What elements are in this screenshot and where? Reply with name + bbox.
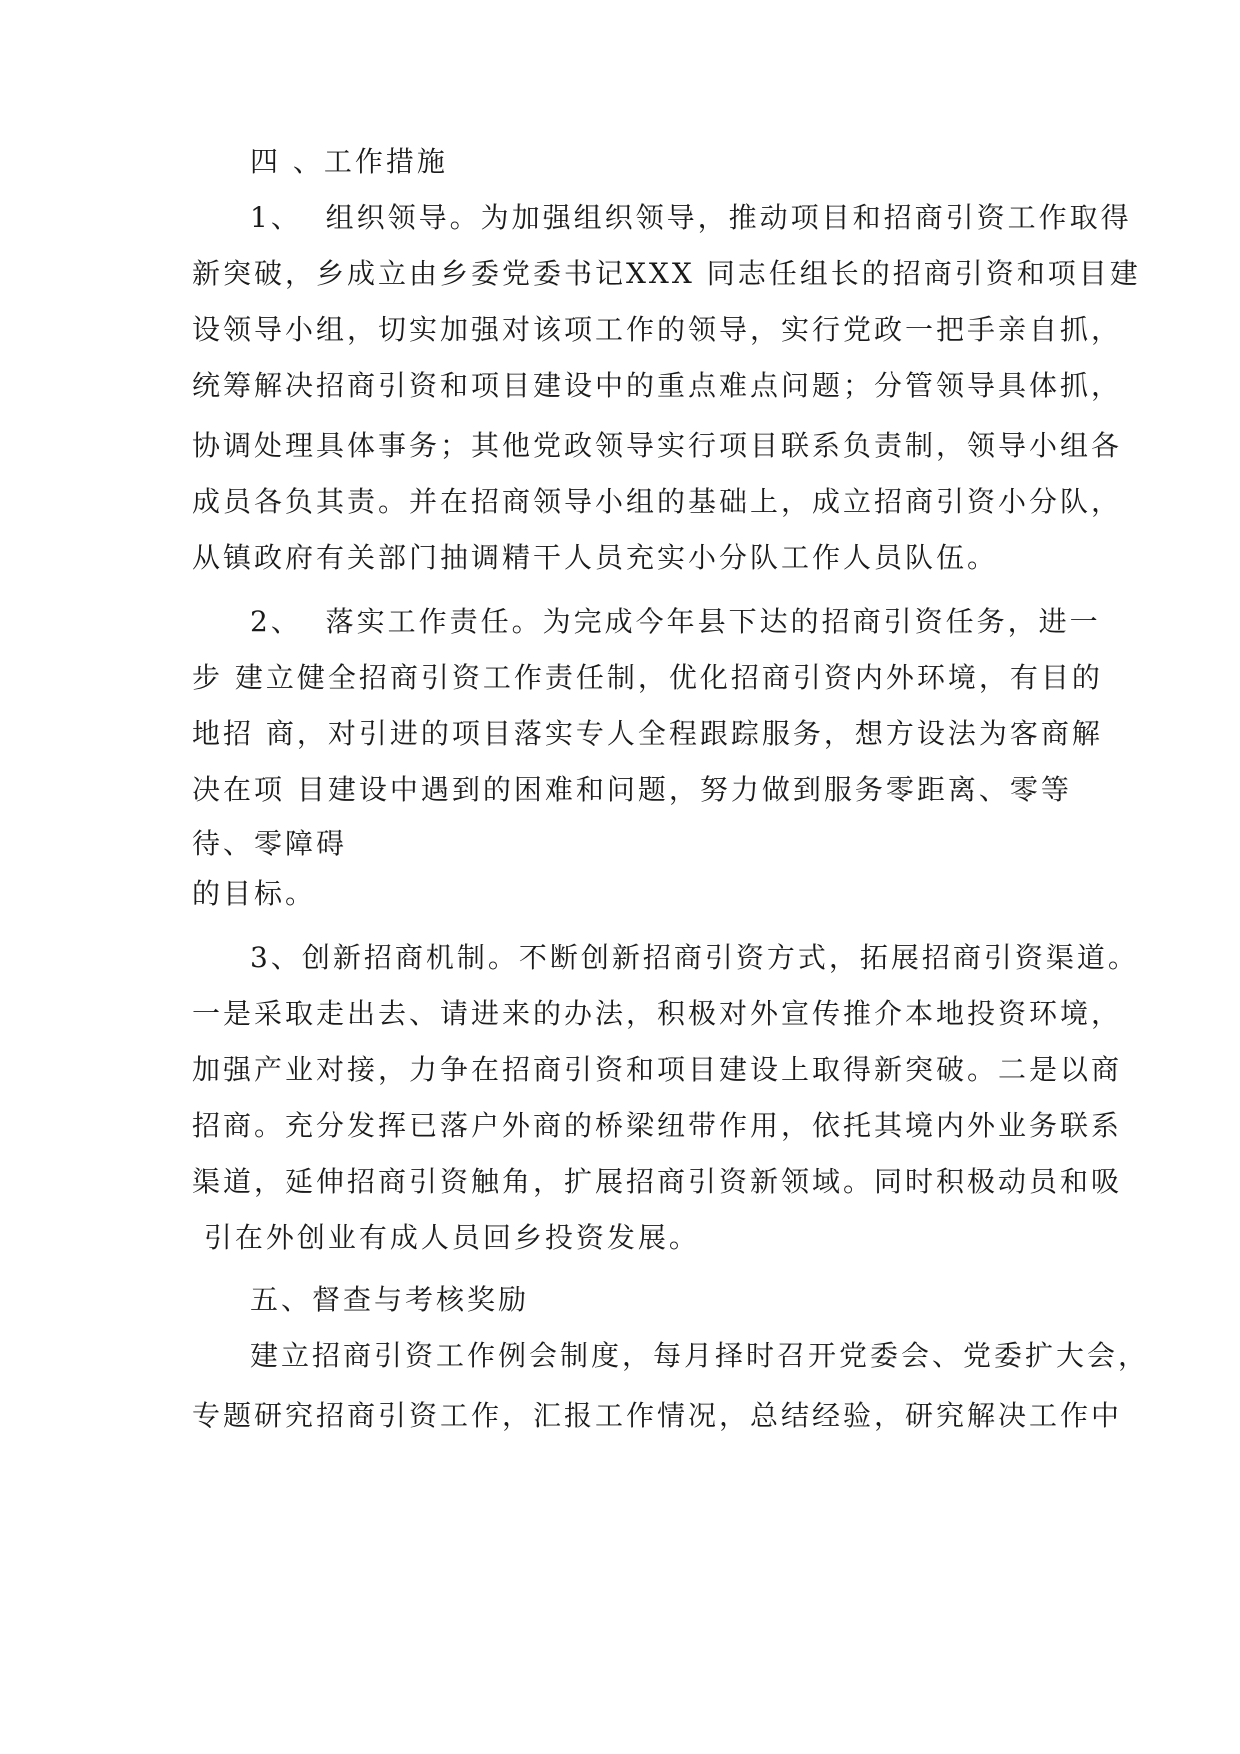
paragraph-line: 决在项 目建设中遇到的困难和问题，努力做到服务零距离、零等: [192, 773, 1072, 806]
paragraph-line: 从镇政府有关部门抽调精干人员充实小分队工作人员队伍。: [192, 541, 999, 574]
paragraph-line: 统筹解决招商引资和项目建设中的重点难点问题；分管领导具体抓，: [192, 369, 1123, 402]
paragraph-line: 一是采取走出去、请进来的办法，积极对外宣传推介本地投资环境，: [192, 997, 1123, 1030]
paragraph-line: 的目标。: [192, 877, 317, 910]
paragraph-line: 渠道，延伸招商引资触角，扩展招商引资新领域。同时积极动员和吸: [192, 1165, 1123, 1198]
paragraph-line: 2、 落实工作责任。为完成今年县下达的招商引资任务，进一: [250, 605, 1101, 638]
paragraph-line: 步 建立健全招商引资工作责任制，优化招商引资内外环境，有目的: [192, 661, 1103, 694]
paragraph-line: 招商。充分发挥已落户外商的桥梁纽带作用，依托其境内外业务联系: [192, 1109, 1123, 1142]
paragraph-line: 建立招商引资工作例会制度，每月择时召开党委会、党委扩大会，: [250, 1339, 1150, 1372]
section-heading-supervision: 五、督查与考核奖励: [250, 1283, 530, 1316]
paragraph-line: 设领导小组，切实加强对该项工作的领导，实行党政一把手亲自抓，: [192, 313, 1123, 346]
paragraph-line: 引在外创业有成人员回乡投资发展。: [192, 1221, 700, 1254]
section-heading-work-measures: 四 、工作措施: [250, 145, 448, 178]
paragraph-line: 待、零障碍: [192, 827, 348, 860]
paragraph-line: 3、创新招商机制。不断创新招商引资方式，拓展招商引资渠道。: [250, 941, 1139, 974]
paragraph-line: 加强产业对接，力争在招商引资和项目建设上取得新突破。二是以商: [192, 1053, 1123, 1086]
paragraph-line: 专题研究招商引资工作，汇报工作情况，总结经验，研究解决工作中: [192, 1399, 1123, 1432]
paragraph-line: 新突破，乡成立由乡委党委书记XXX 同志任组长的招商引资和项目建: [192, 257, 1141, 290]
paragraph-line: 1、 组织领导。为加强组织领导，推动项目和招商引资工作取得: [250, 201, 1132, 234]
paragraph-line: 协调处理具体事务；其他党政领导实行项目联系负责制，领导小组各: [192, 429, 1123, 462]
paragraph-line: 成员各负其责。并在招商领导小组的基础上，成立招商引资小分队，: [192, 485, 1123, 518]
paragraph-line: 地招 商，对引进的项目落实专人全程跟踪服务，想方设法为客商解: [192, 717, 1103, 750]
